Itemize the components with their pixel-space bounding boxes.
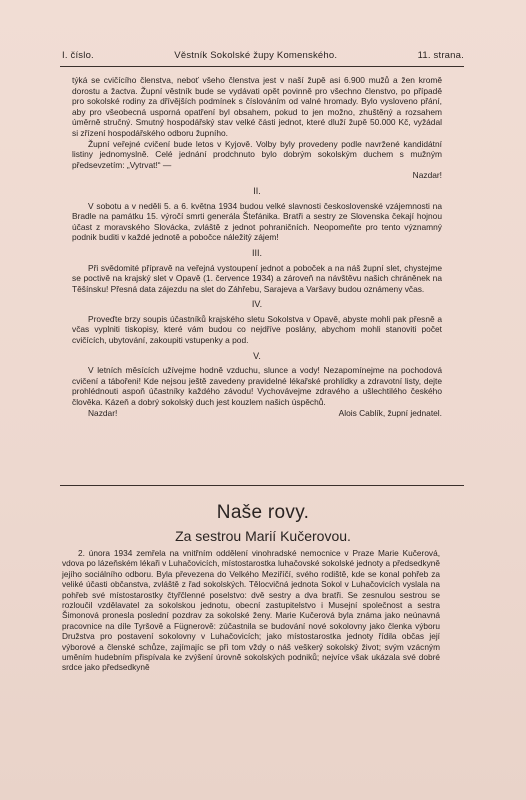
paragraph-meeting: Župní veřejné cvičení bude letos v Kyjově. Volby byly provedeny podle navržené kandidátní listiny jednomyslně. Celé jednání prodchnuto bylo dobrým sokolským duchem s mužným předsevzetím: „Vytrvat!“ — (72, 138, 442, 170)
header-rule (60, 66, 464, 67)
issue-number: I. číslo. (62, 50, 94, 61)
section-divider (60, 485, 464, 486)
obituary-subtitle: Za sestrou Marií Kučerovou. (175, 528, 351, 544)
section-3-text: Při svědomité přípravě na veřejná vystoupení jednot a poboček a na náš župní slet, chystejme se poctivě na krajský slet v Opavě (1. července 1934) a zároveň na návštěvu našich chráněnek na Těšínsku! Přesná data zájezdu na slet do Záhřebu, Sarajeva a Varšavy budou oznámeny včas. (72, 262, 442, 294)
greeting-line (72, 170, 442, 181)
publication-title: Věstník Sokolské župy Komenského. (174, 50, 338, 61)
section-5-text: V letních měsících užívejme hodně vzduchu, slunce a vody! Nezapomínejme na pochodová cvičení a tábořeni! Kde nejsou ještě zavedeny pravidelné lékařské prohlídky a zdravotní listy, dejte prohlédnouti aspoň účastníky každého závodu! Vychovávejme zdravého a ušlechtilého českého člověka. Kázeň a dobrý sokolský duch jest kouzlem našich úspěchů. (72, 365, 442, 408)
greeting-nazdar: Nazdar! (412, 170, 442, 181)
signature-line (72, 408, 442, 419)
section-heading-4: IV. (251, 299, 263, 310)
announcements (72, 75, 442, 418)
obituary-body (62, 548, 440, 673)
section-heading-2: II. (253, 185, 261, 196)
section-heading-5: V. (253, 350, 261, 361)
obituary-title: Naše rovy. (216, 502, 310, 523)
page-number: 11. strana. (417, 50, 464, 61)
paragraph-continued: týká se cvičícího členstva, neboť všeho členstva jest v naší župě asi 6.900 mužů a žen kromě dorostu a žactva. Župní věstník bude se vydávati opět povinně pro všechno členstvo, po případě pro sokolské rodiny za dřívějších podmínek s číslováním od valné hromady. Bylo vysloveno přání, aby pro všeobecná usporná opatření byl obsahem, pokud to jen možno, zhuštěný a rozsahem úměrně stručný. Smutný hospodářský stav velké části jednot, které dluží župě 50.000 Kč, vyžádal si zřízení hospodářského odboru župního. (72, 75, 442, 138)
page-header (62, 50, 464, 61)
section-4-text: Proveďte brzy soupis účastníků krajského sletu Sokolstva v Opavě, abyste mohli pak přesně a včas vyplniti tiskopisy, které vám budou co nejdříve poslány, abychom mohli stanoviti počet cvičících, ubytování, zakoupiti vstupenky a pod. (72, 313, 442, 346)
section-2-text: V sobotu a v neděli 5. a 6. května 1934 budou velké slavnosti československé vzájemnosti na Bradle na památku 15. výročí smrti generála Štefánika. Bratři a sestry ze Slovenska čekají hojnou účast z moravského Slovácka, zvláště z jednot pohraničních. Neopomeňte pro tento významný podnik buditi v každé jednotě a pobočce náležitý zájem! (72, 200, 442, 243)
signature-author: Alois Cablík, župní jednatel. (338, 407, 442, 418)
section-heading-3: III. (251, 247, 262, 258)
obituary-text: 2. února 1934 zemřela na vnitřním oddělení vinohradské nemocnice v Praze Marie Kučerová, vdova po lázeňském lékaři v Luhačovicích, místostarostka luhačovské sokolské jednoty a předsedkyně jejího sociálního odboru. Byla převezena do Velkého Meziříčí, svého rodiště, kde se konal pohřeb za veliké účasti občanstva, zvláště z řad sokolských. Tělocvičná jednota Sokol v Luhačovicích vyslala na pohřeb své místostarostky čtyřčlenné poselstvo: dvě sestry a dva bratři. Se zesnulou sestrou se rozloučil vzdělavatel za sokolskou jednotu, obecní zastupitelstvo i Musejní společnost a sestra Šimonová pronesla poslední pozdrav za sokolské ženy. Marie Kučerová byla známa jako neúnavná pracovnice na díle Tyršově a Fügnerově: zúčastnila se budování nové sokolovny jako členka výboru Družstva pro postavení sokolovny v Luhačovicích; jako místostarostka jednoty řídila občas její výborové a členské schůze, zajímajíc se při tom vždy o náš veškerý sokolský život; svým vzácným uměním hudebním přispívala ke zvýšení úrovně sokolských podniků; nejvíce však ukázala své dobré srdce jako předsedkyně (62, 548, 440, 673)
signature-greeting: Nazdar! (88, 407, 118, 418)
